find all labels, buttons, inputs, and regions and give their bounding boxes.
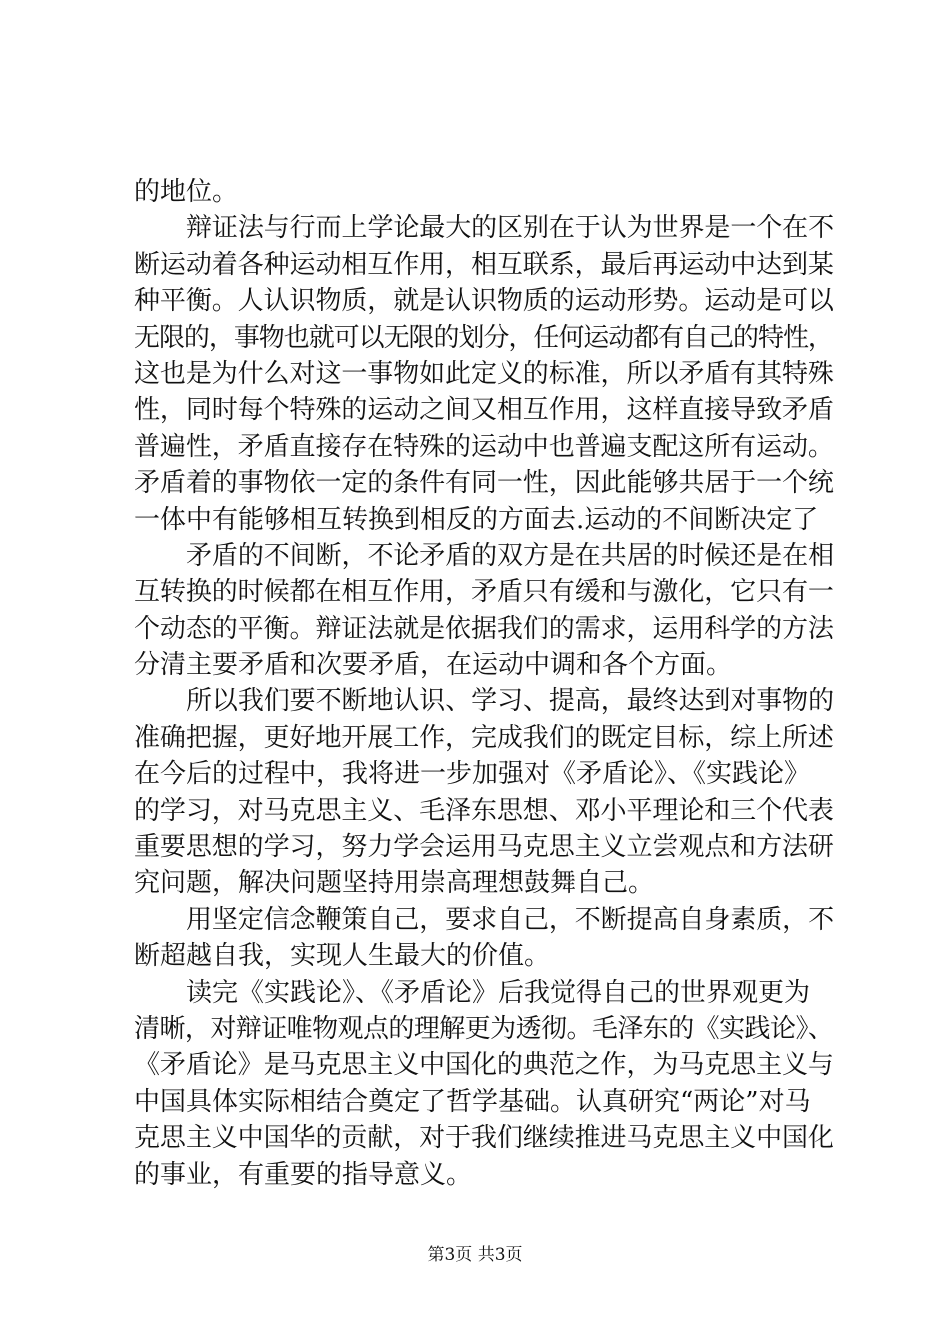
text-line: 重要思想的学习，努力学会运用马克思主义立尝观点和方法研 xyxy=(134,832,834,863)
text-line: 分清主要矛盾和次要矛盾，在运动中调和各个方面。 xyxy=(134,650,733,681)
text-line: 普遍性，矛盾直接存在特殊的运动中也普遍支配这所有运动。 xyxy=(134,431,834,462)
text-line: 种平衡。人认识物质，就是认识物质的运动形势。运动是可以 xyxy=(134,286,834,317)
text-line: 克思主义中国华的贡献，对于我们继续推进马克思主义中国化 xyxy=(134,1123,834,1154)
page-footer: 第3页 共3页 xyxy=(427,1245,523,1265)
text-line: 清晰，对辩证唯物观点的理解更为透彻。毛泽东的《实践论》、 xyxy=(134,1013,834,1044)
text-line: 《矛盾论》是马克思主义中国化的典范之作，为马克思主义与 xyxy=(134,1050,834,1081)
text-line: 的学习，对马克思主义、毛泽东思想、邓小平理论和三个代表 xyxy=(134,795,834,826)
text-line: 矛盾的不间断，不论矛盾的双方是在共居的时候还是在相 xyxy=(186,540,834,571)
text-line: 矛盾着的事物依一定的条件有同一性，因此能够共居于一个统 xyxy=(134,468,834,499)
text-line: 用坚定信念鞭策自己，要求自己，不断提高自身素质，不 xyxy=(186,904,834,935)
text-line: 这也是为什么对这一事物如此定义的标准，所以矛盾有其特殊 xyxy=(134,358,834,389)
text-line: 个动态的平衡。辩证法就是依据我们的需求，运用科学的方法 xyxy=(134,613,834,644)
text-line: 的事业，有重要的指导意义。 xyxy=(134,1159,473,1190)
text-line: 所以我们要不断地认识、学习、提高，最终达到对事物的 xyxy=(186,686,834,717)
text-line: 一体中有能够相互转换到相反的方面去.运动的不间断决定了 xyxy=(134,504,819,535)
text-line: 性，同时每个特殊的运动之间又相互作用，这样直接导致矛盾 xyxy=(134,395,834,426)
text-line: 辩证法与行而上学论最大的区别在于认为世界是一个在不 xyxy=(186,213,834,244)
text-line: 中国具体实际相结合奠定了哲学基础。认真研究“两论”对马 xyxy=(134,1086,811,1117)
text-line: 准确把握，更好地开展工作，完成我们的既定目标，综上所述 xyxy=(134,722,834,753)
text-line: 在今后的过程中，我将进一步加强对《矛盾论》、《实践论》 xyxy=(134,759,811,790)
text-line: 究问题，解决问题坚持用崇高理想鼓舞自己。 xyxy=(134,868,655,899)
text-line: 的地位。 xyxy=(134,177,239,207)
text-line: 断运动着各种运动相互作用，相互联系，最后再运动中达到某 xyxy=(134,249,834,280)
text-line: 断超越自我，实现人生最大的价值。 xyxy=(134,941,551,972)
text-line: 读完《实践论》、《矛盾论》后我觉得自己的世界观更为 xyxy=(186,977,811,1008)
text-line: 无限的，事物也就可以无限的划分，任何运动都有自己的特性， xyxy=(134,322,833,353)
text-line: 互转换的时候都在相互作用，矛盾只有缓和与激化，它只有一 xyxy=(134,577,834,608)
document-body xyxy=(134,174,834,1193)
